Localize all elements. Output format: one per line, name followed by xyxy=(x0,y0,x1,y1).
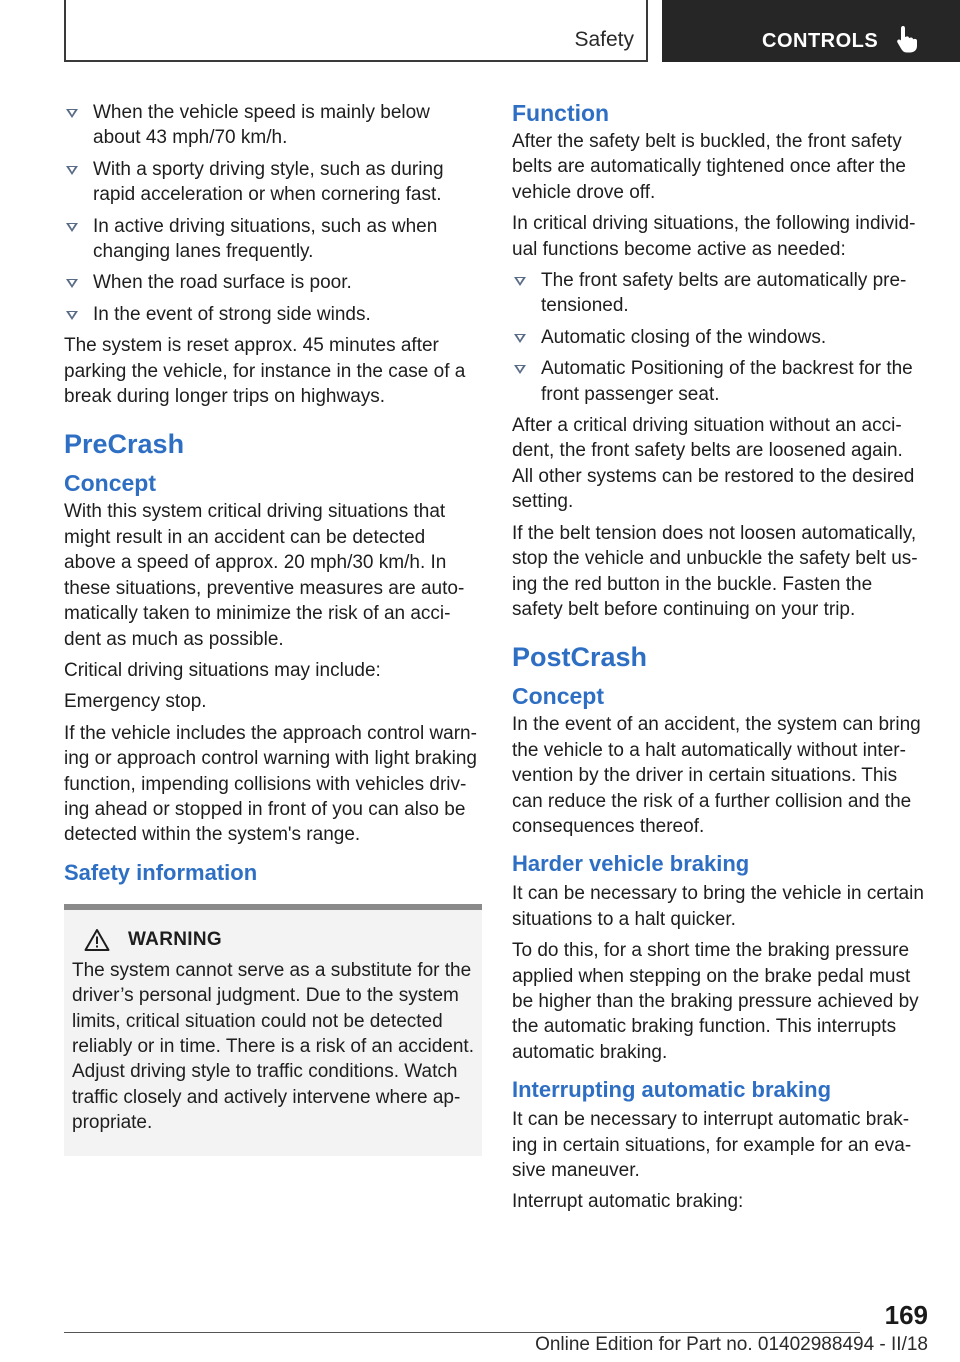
warning-text: The system cannot serve as a substitute for the driver’s personal judgment. Due to the system limits, critical situation could not be detected reliably or in time. There is a risk of an accident. Adjust driving style to traffic conditions. Watch traffic closely and actively intervene where ap-propriate. xyxy=(72,959,474,1134)
right-column xyxy=(512,100,926,1221)
list-item: The front safety belts are automatically pre-tensioned. xyxy=(512,268,926,319)
warning-triangle-icon xyxy=(84,928,110,952)
triangle-bullet-icon xyxy=(514,277,526,286)
warning-title xyxy=(72,928,474,952)
section-label: Safety xyxy=(574,28,634,51)
list-item: In the event of strong side winds. xyxy=(64,302,482,327)
chapter-tab xyxy=(662,0,960,62)
triangle-bullet-icon xyxy=(66,166,78,175)
interrupting-braking-paragraph-2: Interrupt automatic braking: xyxy=(512,1191,744,1213)
left-column xyxy=(64,100,482,1156)
footer-divider xyxy=(64,1332,860,1333)
list-item: In active driving situations, such as when changing lanes frequently. xyxy=(64,214,482,265)
emergency-stop-paragraph: Emergency stop. xyxy=(64,691,207,713)
approach-control-paragraph: If the vehicle includes the approach control warn-ing or approach control warning with light braking function, impending collisions with vehicles driv-ing ahead or stopped in front of you can also be detected within the system's range. xyxy=(64,722,477,846)
precrash-heading: PreCrash xyxy=(64,429,185,460)
list-item: Automatic Positioning of the backrest for the front passenger seat. xyxy=(512,356,926,407)
list-item: With a sporty driving style, such as during rapid acceleration or when cornering fast. xyxy=(64,157,482,208)
harder-braking-paragraph-2: To do this, for a short time the braking pressure applied when stepping on the brake pedal must be higher than the braking pressure achieved by the automatic braking function. This interrupts automatic braking. xyxy=(512,940,919,1063)
precrash-concept-paragraph: With this system critical driving situations that might result in an accident can be detected above a speed of approx. 20 mph/30 km/h. In these situations, preventive measures are auto-matically taken to minimize the risk of an acci-dent as much as possible. xyxy=(64,501,465,650)
section-tab xyxy=(64,0,648,62)
triangle-bullet-icon xyxy=(66,279,78,288)
postcrash-concept-paragraph: In the event of an accident, the system can bring the vehicle to a halt automatically without inter-vention by the driver in certain situations. This can reduce the risk of a further collision and the consequences thereof. xyxy=(512,714,921,837)
edition-text: Online Edition for Part no. 01402988494 - II/18 xyxy=(535,1334,928,1355)
list-item: When the vehicle speed is mainly below about 43 mph/70 km/h. xyxy=(64,100,482,151)
interrupting-braking-heading: Interrupting automatic braking xyxy=(512,1077,832,1103)
belts-loosened-paragraph: After a critical driving situation without an acci-dent, the front safety belts are loosened again. All other systems can be restored to the desired setting. xyxy=(512,415,915,513)
harder-braking-paragraph-1: It can be necessary to bring the vehicle in certain situations to a halt quicker. xyxy=(512,883,924,930)
list-item: When the road surface is poor. xyxy=(64,270,482,295)
triangle-bullet-icon xyxy=(66,109,78,118)
warning-box xyxy=(64,904,482,1156)
individual-functions-paragraph: In critical driving situations, the following individ-ual functions become active as needed: xyxy=(512,213,916,260)
critical-situations-paragraph: Critical driving situations may include: xyxy=(64,659,381,681)
postcrash-heading: PostCrash xyxy=(512,642,648,673)
precrash-concept-heading: Concept xyxy=(64,470,156,497)
page-number: 169 xyxy=(884,1300,928,1330)
triangle-bullet-icon xyxy=(66,223,78,232)
triangle-bullet-icon xyxy=(514,365,526,374)
warning-label: WARNING xyxy=(128,928,222,950)
harder-braking-heading: Harder vehicle braking xyxy=(512,851,750,877)
function-heading: Function xyxy=(512,100,610,126)
functions-list xyxy=(512,268,926,407)
triangle-bullet-icon xyxy=(66,311,78,320)
interrupting-braking-paragraph-1: It can be necessary to interrupt automatic brak-ing in certain situations, for example for an eva-sive maneuver. xyxy=(512,1109,912,1181)
triangle-bullet-icon xyxy=(514,334,526,343)
reset-paragraph: The system is reset approx. 45 minutes after parking the vehicle, for instance in the case of a break during longer trips on highways. xyxy=(64,335,466,408)
list-item: Automatic closing of the windows. xyxy=(512,325,926,350)
chapter-label: CONTROLS xyxy=(762,30,879,52)
pointing-hand-icon xyxy=(894,24,922,54)
belt-tension-paragraph: If the belt tension does not loosen automatically, stop the vehicle and unbuckle the safety belt us-ing the red button in the buckle. Fasten the safety belt before continuing on your trip. xyxy=(512,522,918,620)
function-paragraph: After the safety belt is buckled, the front safety belts are automatically tightened once after the vehicle drove off. xyxy=(512,131,906,203)
postcrash-concept-heading: Concept xyxy=(512,683,604,710)
conditions-list xyxy=(64,100,482,327)
safety-information-heading: Safety information xyxy=(64,859,258,885)
page-header xyxy=(64,0,960,66)
